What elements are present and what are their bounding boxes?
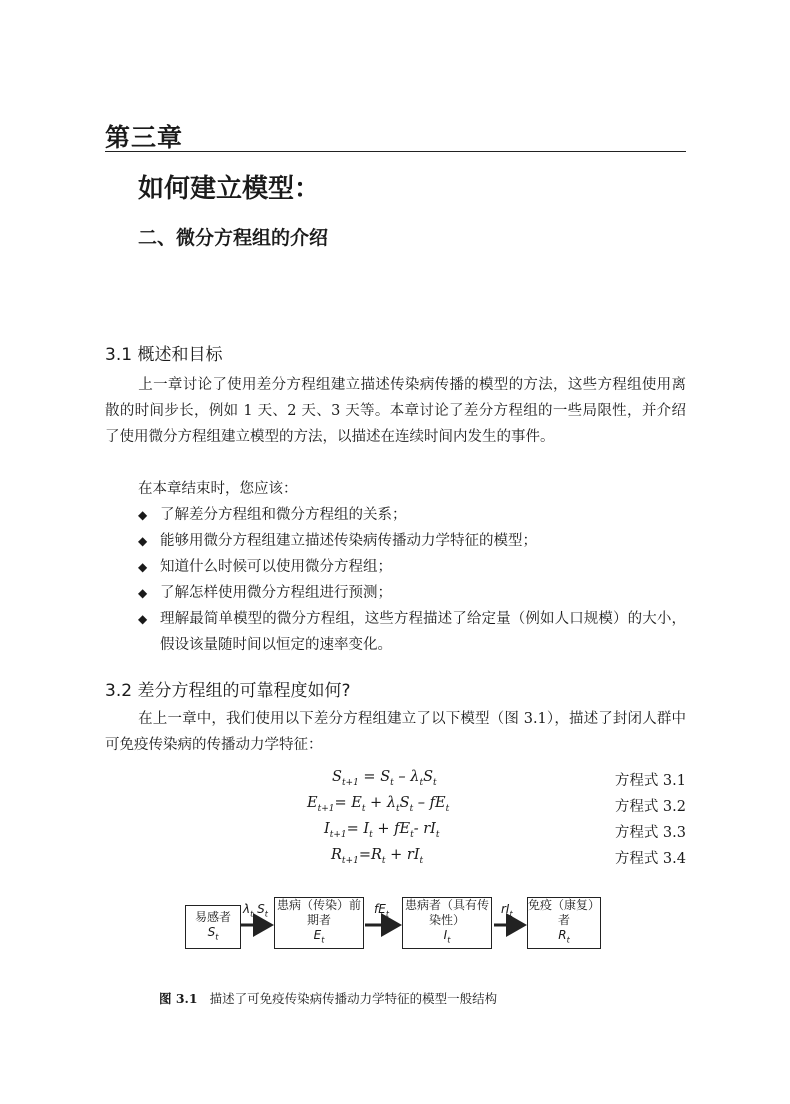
model-structure-diagram: [185, 893, 605, 953]
equation-3-2: $E_{t+1}= E_t + \lambda_tS_t - fE_t$: [307, 795, 450, 814]
figure-caption-text: 描述了可免疫传染病传播动力学特征的模型一般结构: [209, 991, 498, 1006]
diamond-bullet-icon: ◆: [138, 508, 148, 522]
page-subtitle: 二、微分方程组的介绍: [138, 227, 329, 249]
equation-label: 方程式 3.2: [614, 799, 686, 815]
diamond-bullet-icon: ◆: [138, 612, 148, 626]
paragraph-overview-text: 上一章讨论了使用差分方程组建立描述传染病传播的模型的方法，这些方程组使用离散的时间步长，例如 1 天、2 天、3 天等。本章讨论了差分方程组的一些局限性，并介绍了使用微分方程组建立模型的方法，以描述在连续时间内发生的事件。: [105, 377, 686, 445]
diamond-bullet-icon: ◆: [138, 560, 148, 574]
equation-3-3: $I_{t+1}= I_t + fE_t-$ $rI_t$: [324, 821, 440, 840]
list-item: ◆ 知道什么时候可以使用微分方程组；: [138, 554, 686, 580]
compartment-susceptible: 易感者 $S_t$: [185, 905, 241, 949]
figure-number: 图 3.1: [159, 991, 198, 1006]
diamond-bullet-icon: ◆: [138, 586, 148, 600]
paragraph-objectives-intro: 在本章结束时，您应该：: [138, 481, 298, 497]
compartment-infectious: 患病者（具有传染性） $I_t$: [402, 897, 492, 949]
list-item: ◆ 理解最简单模型的微分方程组，这些方程描述了给定量（例如人口规模）的大小，假设该量随时间以恒定的速率变化。: [138, 606, 686, 658]
compartment-pre-infectious: 患病（传染）前期者 $E_t$: [274, 897, 364, 949]
equation-label: 方程式 3.1: [614, 773, 686, 789]
compartment-immune: 免疫（康复）者 $R_t$: [527, 897, 601, 949]
equation-label: 方程式 3.4: [614, 851, 686, 867]
equation-label: 方程式 3.3: [614, 825, 686, 841]
list-item: ◆ 能够用微分方程组建立描述传染病传播动力学特征的模型；: [138, 528, 686, 554]
equation-3-4: $R_{t+1}=R_t + rI_t$: [331, 847, 424, 866]
equation-row-3-3: [0, 821, 790, 847]
equation-row-3-2: [0, 795, 790, 821]
paragraph-overview: [105, 372, 686, 450]
section-heading-3-2: 3.2 差分方程组的可靠程度如何?: [105, 681, 351, 701]
paragraph-recap-text: 在上一章中，我们使用以下差分方程组建立了以下模型（图 3.1），描述了封闭人群中可免疫传染病的传播动力学特征：: [105, 711, 686, 753]
arrow-label: $fE_t$: [374, 902, 389, 919]
paragraph-recap: [105, 706, 686, 758]
equation-3-1: $S_{t+1} = S_t - \lambda_tS_t$: [332, 769, 437, 788]
objectives-list: [138, 502, 686, 658]
chapter-rule: [105, 151, 686, 152]
figure-caption: [159, 989, 497, 1007]
page-title: 如何建立模型：: [138, 174, 321, 204]
chapter-heading: 第三章: [105, 123, 184, 152]
equation-row-3-4: [0, 847, 790, 873]
list-item: ◆ 了解怎样使用微分方程组进行预测；: [138, 580, 686, 606]
list-item: ◆ 了解差分方程组和微分方程组的关系；: [138, 502, 686, 528]
diamond-bullet-icon: ◆: [138, 534, 148, 548]
section-heading-3-1: 3.1 概述和目标: [105, 345, 223, 365]
arrow-label: $rI_t$: [501, 902, 513, 919]
equation-row-3-1: [0, 769, 790, 795]
arrow-label: $\lambda_t$ $S_t$: [243, 902, 268, 919]
